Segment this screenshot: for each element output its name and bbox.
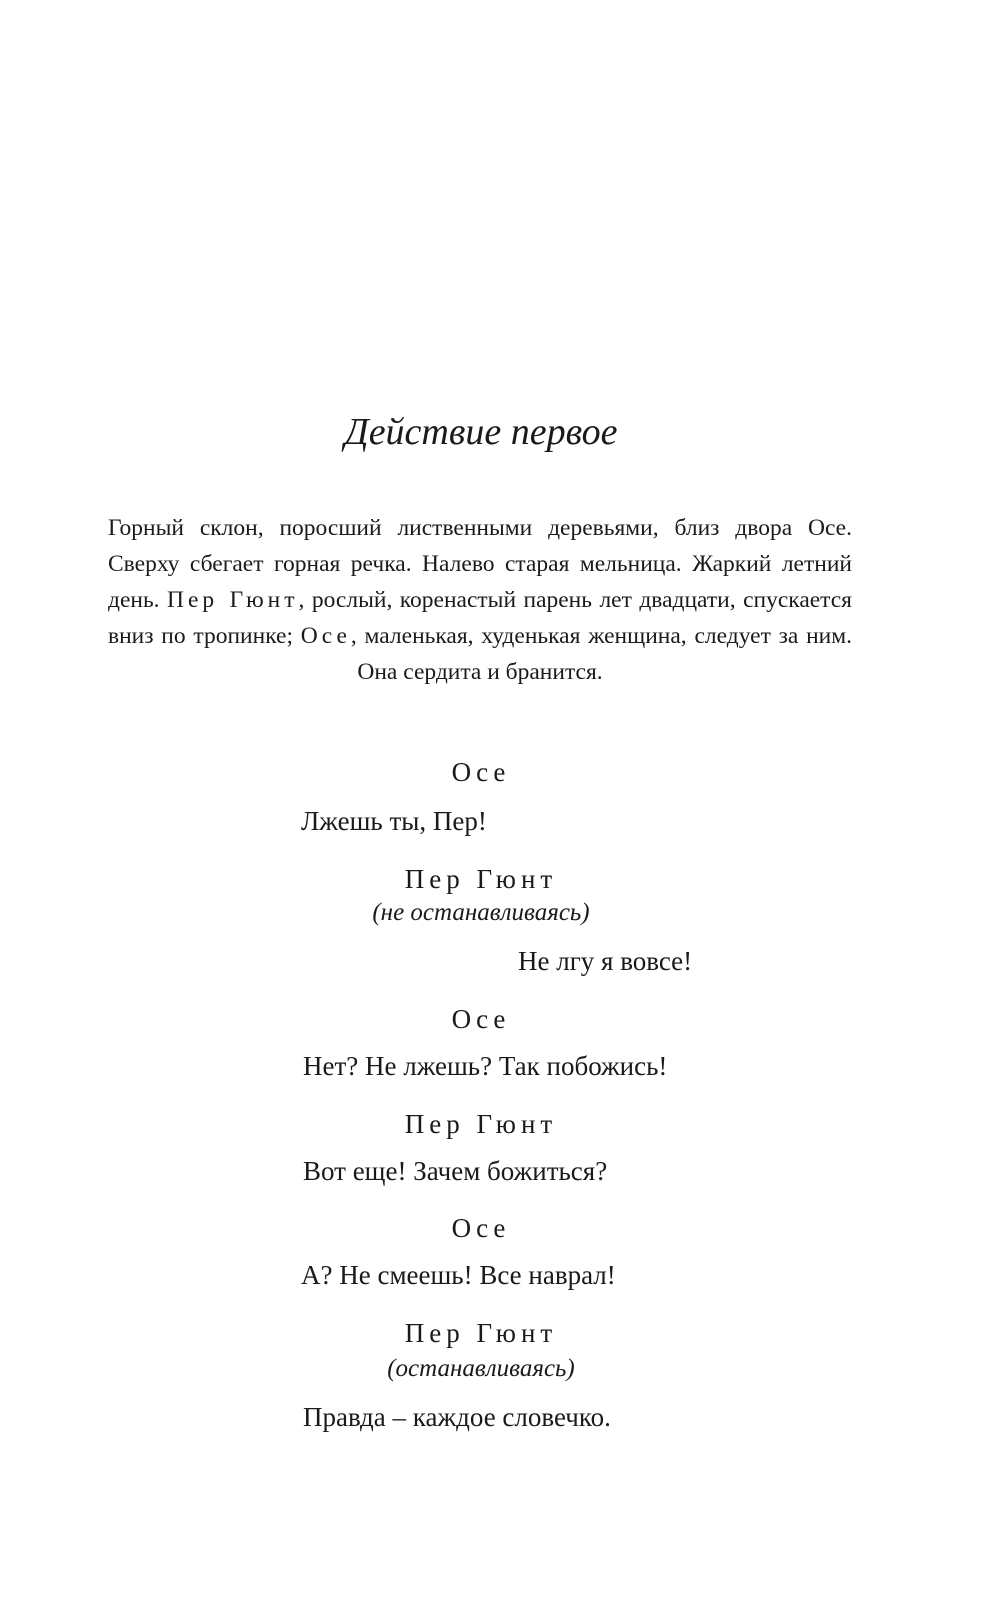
dialogue-line: Правда – каждое словечко.	[303, 1402, 611, 1432]
dialogue-line: Нет? Не лжешь? Так побожись!	[303, 1051, 668, 1081]
stage-direction-text: , маленькая, худенькая женщина, следует за ним. Она сердита и бранится.	[350, 623, 853, 685]
dialogue-line: Вот еще! Зачем божиться?	[303, 1156, 608, 1186]
dialogue-line: Лжешь ты, Пер!	[301, 806, 487, 836]
speaker-name: Осе	[451, 1004, 511, 1034]
speaker-name: Пер Гюнт	[404, 1109, 558, 1139]
stage-remark: (не останавливаясь)	[372, 899, 590, 926]
stage-direction-text: Горный склон, поросший лиственными деревьями, близ двора Осе. Сверху сбегает горная речка. Налево старая мельница. Жаркий летний день.	[108, 515, 852, 613]
stage-direction	[108, 510, 852, 690]
character-name-ase: Осе	[300, 623, 351, 649]
speaker-name: Осе	[451, 1213, 511, 1243]
stage-remark: (останавливаясь)	[387, 1355, 575, 1382]
speaker-name: Пер Гюнт	[404, 864, 558, 894]
dialogue-line: Не лгу я вовсе!	[518, 946, 693, 976]
speaker-name: Пер Гюнт	[404, 1318, 558, 1348]
act-title: Действие первое	[344, 411, 618, 453]
character-name-peer-gynt: Пер Гюнт	[167, 587, 299, 613]
speaker-name: Осе	[451, 757, 511, 787]
dialogue-line: А? Не смеешь! Все наврал!	[301, 1260, 616, 1290]
stage-direction-text: , рослый, коренастый парень лет двадцати, спускается вниз по тропинке;	[108, 587, 852, 649]
